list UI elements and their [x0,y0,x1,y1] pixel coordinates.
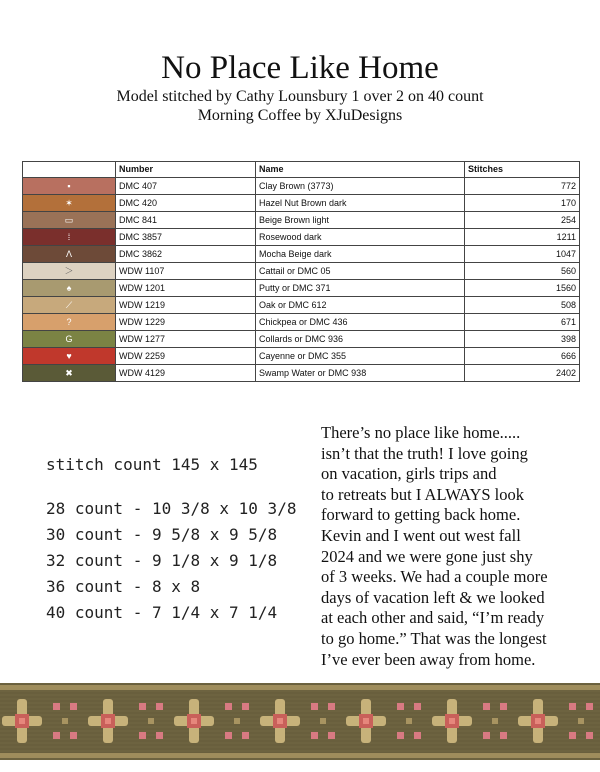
color-swatch [23,280,116,297]
legend-row [23,365,580,382]
size-36-count: 36 count - 8 x 8 [46,577,201,596]
legend-row [23,212,580,229]
stitch-symbol-icon: ⁞ [23,229,115,245]
legend-row [23,263,580,280]
thread-number: DMC 3862 [116,246,256,263]
thread-name: Clay Brown (3773) [256,178,465,195]
legend-row [23,331,580,348]
color-swatch [23,178,116,195]
stitch-count-cell: 671 [465,314,580,331]
thread-name: Rosewood dark [256,229,465,246]
thread-number: WDW 2259 [116,348,256,365]
thread-number: DMC 420 [116,195,256,212]
thread-number: DMC 841 [116,212,256,229]
thread-name: Collards or DMC 936 [256,331,465,348]
legend-row [23,195,580,212]
color-swatch [23,246,116,263]
thread-name: Cattail or DMC 05 [256,263,465,280]
stitch-count-cell: 772 [465,178,580,195]
thread-name: Mocha Beige dark [256,246,465,263]
color-swatch [23,314,116,331]
size-32-count: 32 count - 9 1/8 x 9 1/8 [46,551,278,570]
legend-header-row [23,162,580,178]
color-swatch [23,195,116,212]
legend-header-number: Number [116,162,256,178]
stitch-symbol-icon: ✖ [23,365,115,381]
stitch-count-cell: 560 [465,263,580,280]
stitch-count: stitch count 145 x 145 [46,455,258,474]
thread-name: Cayenne or DMC 355 [256,348,465,365]
stitch-count-cell: 1047 [465,246,580,263]
thread-name: Swamp Water or DMC 938 [256,365,465,382]
stitch-symbol-icon: ⟋ [23,297,115,313]
thread-name: Oak or DMC 612 [256,297,465,314]
stitch-stats [46,452,296,626]
legend-row [23,229,580,246]
stitch-count-cell: 508 [465,297,580,314]
stitch-symbol-icon: ▪ [23,178,115,194]
stitch-symbol-icon: ▭ [23,212,115,228]
story-line: 2024 and we were gone just shy [321,546,533,566]
thread-number: DMC 407 [116,178,256,195]
stitch-count-cell: 1560 [465,280,580,297]
story-line: I’ve ever been away from home. [321,649,536,669]
stitch-count-cell: 170 [465,195,580,212]
stitch-count-cell: 666 [465,348,580,365]
color-swatch [23,263,116,280]
stitch-count-cell: 398 [465,331,580,348]
model-credit: Model stitched by Cathy Lounsbury 1 over 2 on 40 count [116,88,484,105]
page-title: No Place Like Home [161,50,439,86]
size-40-count: 40 count - 7 1/4 x 7 1/4 [46,603,278,622]
thread-name: Chickpea or DMC 436 [256,314,465,331]
stitch-symbol-icon: G [23,331,115,347]
story-line: at each other and said, “I’m ready [321,608,545,628]
story-line: Kevin and I went out west fall [321,525,521,545]
color-swatch [23,365,116,382]
stitch-symbol-icon: ♠ [23,280,115,296]
story-line: on vacation, girls trips and [321,464,497,484]
cross-stitch-border-image [0,683,600,760]
stitch-symbol-icon: ? [23,314,115,330]
legend-row [23,297,580,314]
legend-row [23,348,580,365]
color-swatch [23,348,116,365]
color-swatch [23,229,116,246]
legend-row [23,314,580,331]
thread-number: WDW 1219 [116,297,256,314]
stitch-count-cell: 2402 [465,365,580,382]
thread-number: WDW 1277 [116,331,256,348]
stitch-symbol-icon: ♥ [23,348,115,364]
stitch-symbol-icon: ＞ [23,263,115,279]
story-line: to go home.” That was the longest [321,628,547,648]
thread-name: Hazel Nut Brown dark [256,195,465,212]
stitch-count-cell: 1211 [465,229,580,246]
color-swatch [23,331,116,348]
stitch-count-cell: 254 [465,212,580,229]
legend-row [23,280,580,297]
stitch-symbol-icon: ✶ [23,195,115,211]
thread-number: DMC 3857 [116,229,256,246]
legend-row [23,178,580,195]
story-line: forward to getting back home. [321,505,521,525]
story-line: of 3 weeks. We had a couple more [321,567,548,587]
design-credit: Morning Coffee by XJuDesigns [197,107,403,124]
thread-name: Putty or DMC 371 [256,280,465,297]
story-line: to retreats but I ALWAYS look [321,484,525,504]
story-line: isn’t that the truth! I love going [321,443,528,463]
story-line: days of vacation left & we looked [321,587,545,607]
story-text [321,423,591,670]
color-swatch [23,297,116,314]
legend-header-name: Name [256,162,465,178]
stitch-symbol-icon: Λ [23,246,115,262]
legend-header-stitches: Stitches [465,162,580,178]
size-30-count: 30 count - 9 5/8 x 9 5/8 [46,525,278,544]
legend-row [23,246,580,263]
legend-header-swatch [23,162,116,178]
thread-legend-table [22,161,580,382]
color-swatch [23,212,116,229]
thread-number: WDW 1229 [116,314,256,331]
size-28-count: 28 count - 10 3/8 x 10 3/8 [46,499,297,518]
thread-number: WDW 1201 [116,280,256,297]
thread-number: WDW 4129 [116,365,256,382]
story-line: There’s no place like home..... [321,423,521,442]
thread-name: Beige Brown light [256,212,465,229]
thread-number: WDW 1107 [116,263,256,280]
